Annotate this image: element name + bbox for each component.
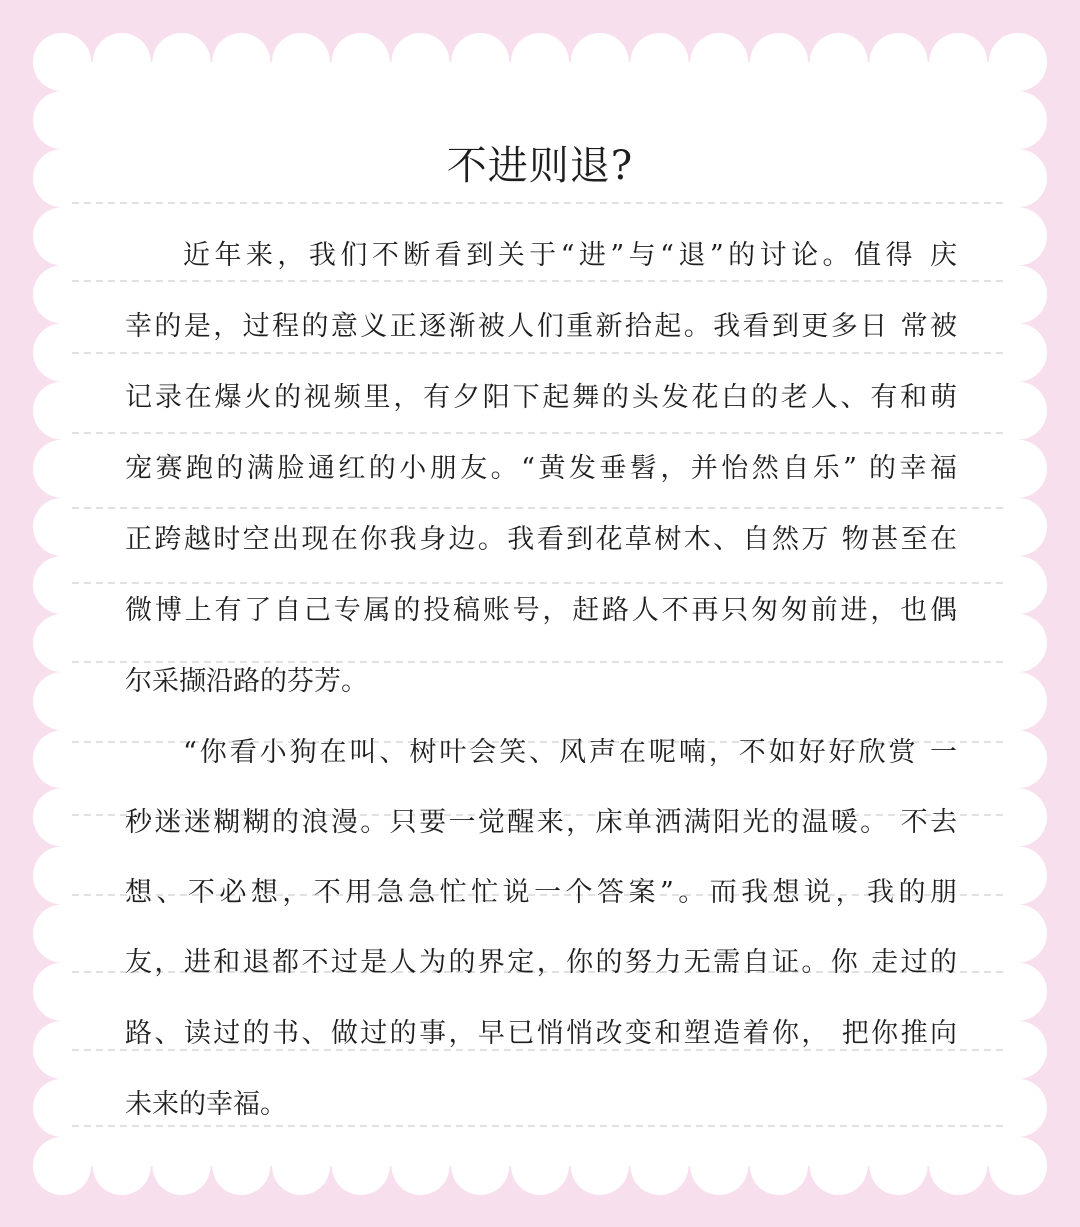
text-line: 微博上有了自己专属的投稿账号，赶路人不再只匆匆前进，也偶 <box>125 595 957 626</box>
text-line: 未来的幸福。 <box>125 1089 287 1120</box>
page-title: 不进则退? <box>446 143 634 189</box>
text-line: 友，进和退都不过是人为的界定，你的努力无需自证。你 走过的 <box>125 947 957 978</box>
text-line: 记录在爆火的视频里，有夕阳下起舞的头发花白的老人、有和萌 <box>125 382 957 413</box>
text-line: 正跨越时空出现在你我身边。我看到花草树木、自然万 物甚至在 <box>125 524 957 555</box>
text-line: 近年来，我们不断看到关于“进”与“退”的讨论。值得 庆 <box>183 240 957 271</box>
text-line: 宠赛跑的满脸通红的小朋友。“黄发垂髫，并怡然自乐” 的幸福 <box>125 453 957 484</box>
text-line: 路、读过的书、做过的事，早已悄悄改变和塑造着你， 把你推向 <box>125 1018 957 1049</box>
text-line: 想、不必想，不用急急忙忙说一个答案”。而我想说，我的朋 <box>125 877 957 908</box>
text-line: “你看小狗在叫、树叶会笑、风声在呢喃，不如好好欣赏 一 <box>183 737 957 768</box>
text-line: 尔采撷沿路的芬芳。 <box>125 666 368 697</box>
text-line: 秒迷迷糊糊的浪漫。只要一觉醒来，床单洒满阳光的温暖。 不去 <box>125 807 957 838</box>
text-line: 幸的是，过程的意义正逐渐被人们重新拾起。我看到更多日 常被 <box>125 311 957 342</box>
